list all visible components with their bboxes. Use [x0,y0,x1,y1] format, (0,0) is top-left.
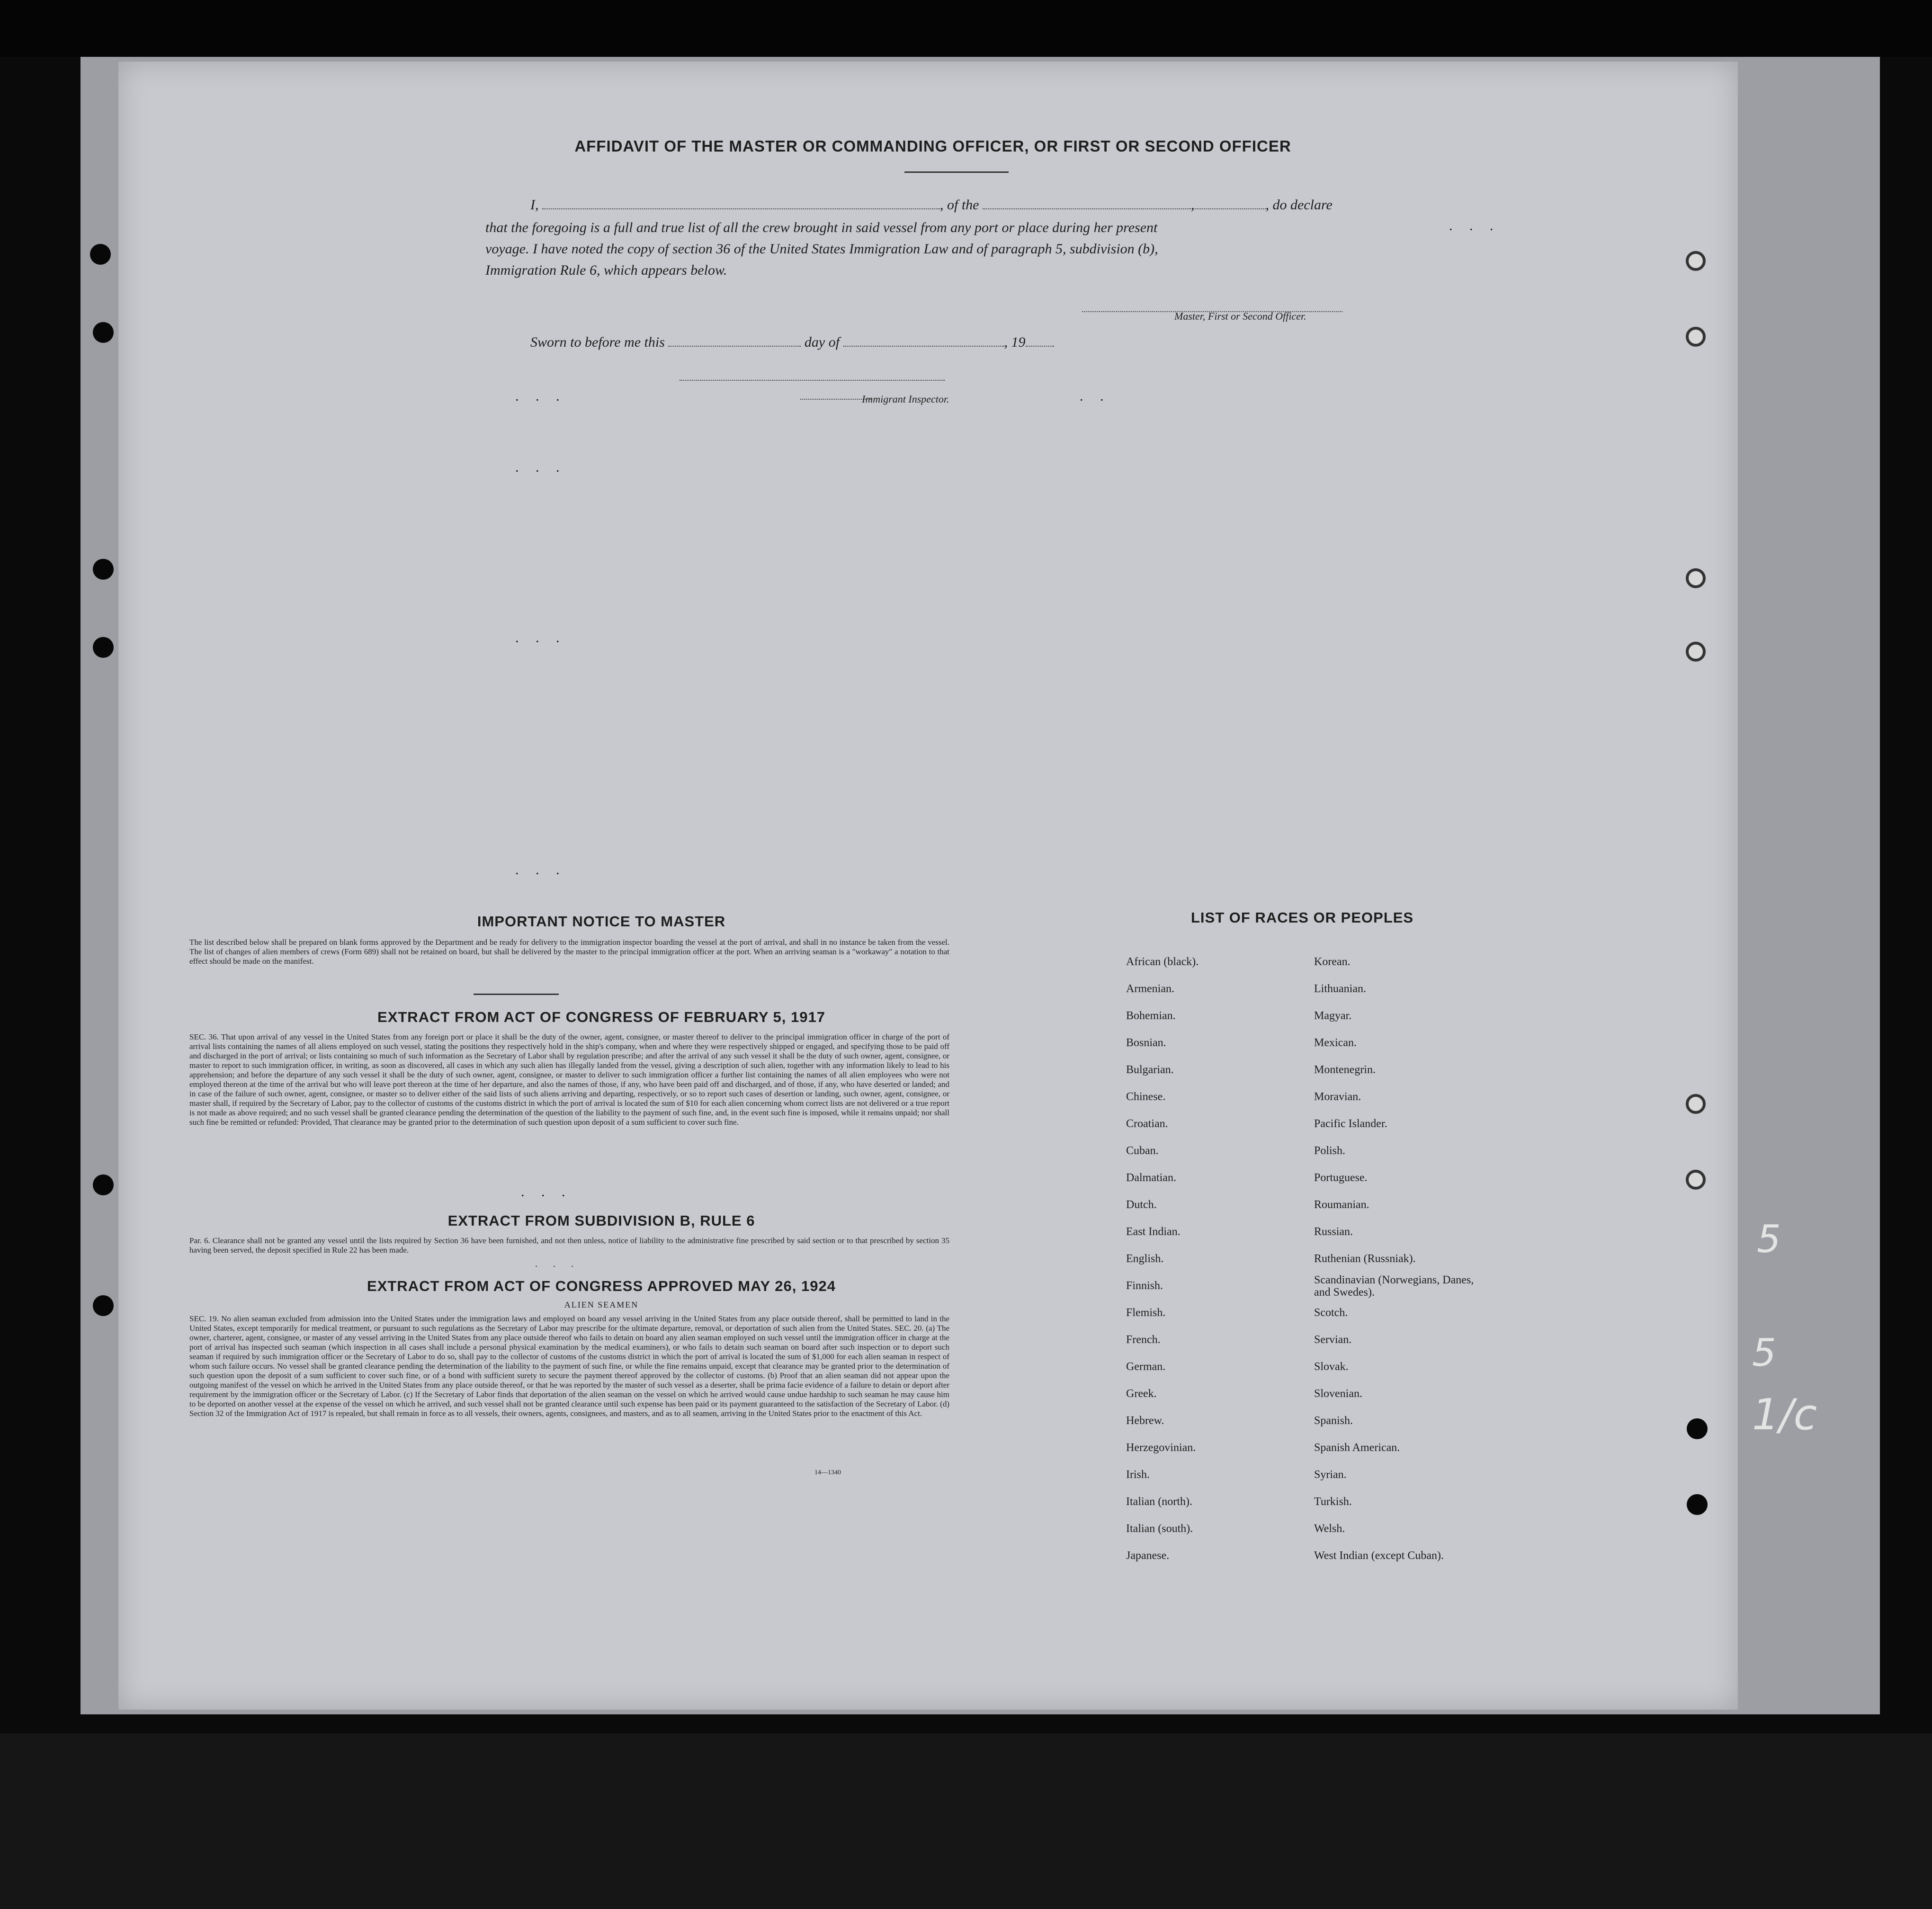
race-item: Ruthenian (Russniak). [1314,1253,1416,1265]
sworn-before-text: Sworn to before me this [530,334,665,350]
master-signature-label: Master, First or Second Officer. [1174,310,1306,322]
punch-hole-icon [1686,327,1706,347]
punch-hole-icon [1686,251,1706,271]
race-item: Russian. [1314,1226,1353,1238]
punch-hole-icon [93,559,114,580]
extract-rule6-text: Par. 6. Clearance shall not be granted any vessel until the lists required by Section 36 have been furnished, and not then unless, notice of liability to the administrative fine prescribed by said section or to that prescribed by section 35 having been served, the deposit specified in Rule 22 has been made. [189,1236,949,1255]
race-item: Armenian. [1126,983,1174,995]
affidavit-title: AFFIDAVIT OF THE MASTER OR COMMANDING OFFICER, OR FIRST OR SECOND OFFICER [574,137,1291,155]
extract-1917-text: SEC. 36. That upon arrival of any vessel in the United States from any foreign port or place it shall be the duty of the owner, agent, consignee, or master thereof to deliver to the principal immigration officer in charge of the port of arrival lists containing the names of all aliens employed on such vessel, stating the positions they respectively hold in the ship's company, when and where they were respectively shipped or engaged, and specifying those to be paid off and discharged in the port of arrival; or lists containing so much of such information as the Secretary of Labor shall by regulation prescribe; and after the arrival of any such vessel it shall be the duty of such owner, agent, consignee, or master to report to such immigration officer, in writing, as soon as discovered, all cases in which any such alien has illegally landed from the vessel, giving a description of such alien, together with any information likely to lead to his apprehension; and before the departure of any such vessel it shall be the duty of such owner, agent, consignee, or master to deliver to such immigration officer a further list containing the names of all alien employees who were not employed thereon at the time of the arrival but who will leave port thereon at the time of her departure, and also the names of those, if any, who have been paid off and discharged, and of those, if any, who have deserted or landed; and in case of the failure of such owner, agent, consignee, or master so to deliver either of the said lists of such aliens arriving and departing, respectively, or so to report such cases of desertion or landing, such owner, agent, consignee, or master shall, if required by the Secretary of Labor, pay to the collector of customs of the customs district in which the port of arrival is located the sum of $10 for each alien concerning whom correct lists are not delivered or a true report is not made as above required; and no such vessel shall be granted clearance pending the determination of the question of the liability to the payment of such fine, and, in the event such fine is imposed, while it remains unpaid; nor shall such fine be remitted or refunded: Provided, That clearance may be granted prior to the determination of such question upon deposit of a sum sufficient to cover such fine. [189,1032,949,1127]
race-item: Croatian. [1126,1118,1168,1130]
form-number: 14—1340 [814,1469,841,1476]
race-item: French. [1126,1334,1161,1346]
ellipsis-mark: . . [1080,388,1110,404]
race-item: Korean. [1314,956,1351,968]
punch-hole-icon [1686,1094,1706,1114]
document-page [118,62,1738,1710]
inspector-signature-field[interactable] [680,369,945,381]
film-border-top [0,0,1932,57]
race-item: Servian. [1314,1334,1352,1346]
punch-hole-icon [1687,1494,1708,1515]
extract-1917-title: EXTRACT FROM ACT OF CONGRESS OF FEBRUARY 5, 1917 [377,1009,825,1025]
section-divider [474,994,559,995]
race-item: German. [1126,1361,1166,1373]
race-item: Bohemian. [1126,1010,1176,1022]
declaration-declare: , do declare [1265,197,1333,213]
race-item: Flemish. [1126,1307,1166,1319]
declaration-of-the: , of the [940,197,979,213]
race-item: Turkish. [1314,1496,1352,1508]
race-item: Herzegovinian. [1126,1442,1196,1454]
punch-hole-icon [93,322,114,343]
race-item: Lithuanian. [1314,983,1366,995]
race-item: Japanese. [1126,1550,1170,1562]
margin-mark-3: 1/c [1752,1390,1817,1440]
race-item: East Indian. [1126,1226,1181,1238]
year-prefix-text: , 19 [1004,334,1026,350]
ellipsis-mark: . . . [515,862,566,878]
notice-title: IMPORTANT NOTICE TO MASTER [477,913,726,930]
race-item: Roumanian. [1314,1199,1369,1211]
punch-hole-icon [93,1174,114,1195]
extract-1924-text: SEC. 19. No alien seaman excluded from admission into the United States under the immigration laws and employed on board any vessel arriving in the United States from any place outside thereof, shall be permitted to land in the United States, except temporarily for medical treatment, or pursuant to such regulations as the Secretary of Labor may prescribe for the ultimate departure, removal, or deportation of such alien from the United States. SEC. 20. (a) The owner, charterer, agent, consignee, or master of any vessel arriving in the United States from any place outside thereof who fails to detain on board any alien seaman employed on such vessel until the immigration officer in charge at the port of arrival has inspected such seaman (which inspection in all cases shall include a personal physical examination by the medical examiners), or who fails to detain such seaman on board after such inspection or to deport such seaman if required by such immigration officer or the Secretary of Labor to do so, shall pay to the collector of customs of the customs district in which the port of arrival is located the sum of $1,000 for each alien seaman in respect of whom such failure occurs. No vessel shall be granted clearance pending the determination of the liability to the payment of such fine, or while the fine remains unpaid, except that clearance may be granted prior to the determination of such question upon the deposit of a sum sufficient to cover such fine, or of a bond with sufficient surety to secure the payment thereof approved by the collector of customs. (b) Proof that an alien seaman did not appear upon the outgoing manifest of the vessel on which he arrived in the United States from any place outside thereof, or that he was reported by the master of such vessel as a deserter, shall be prima facie evidence of a failure to detain or deport after requirement by the immigration officer or the Secretary of Labor. (c) If the Secretary of Labor finds that deportation of the alien seaman on the vessel on which he arrived would cause undue hardship to such seaman he may cause him to be deported on another vessel at the expense of the vessel on which he arrived, and such vessel shall not be granted clearance until such expense has been paid or its payment guaranteed to the satisfaction of the Secretary of Labor. (d) Section 32 of the Immigration Act of 1917 is repealed, but shall remain in force as to all vessels, their owners, agents, consignees, and masters, and as to all seamen, arriving in the United States prior to the enactment of this Act. [189,1314,949,1418]
race-item: Scotch. [1314,1307,1348,1319]
race-item: Moravian. [1314,1091,1361,1103]
vessel-name-field-2[interactable] [1195,198,1266,209]
declaration-line-2: that the foregoing is a full and true list of all the crew brought in said vessel from any port or place during her present [485,220,1158,235]
margin-mark-1: 5 [1757,1217,1781,1261]
punch-hole-icon [93,637,114,658]
film-border-bottom [0,1733,1932,1909]
punch-hole-icon [90,244,111,265]
inspector-signature-field-2[interactable] [800,388,871,400]
race-item: Bosnian. [1126,1037,1166,1049]
title-underline [904,171,1009,173]
ellipsis-mark: . . . [515,630,566,645]
race-item: Syrian. [1314,1469,1347,1481]
declaration-line-3: voyage. I have noted the copy of section 36 of the United States Immigration Law and of paragraph 5, subdivision (b), [485,241,1158,257]
notice-text: The list described below shall be prepared on blank forms approved by the Department and be ready for delivery to the immigration inspector boarding the vessel at the port of arrival, and shall in no instance be taken from the vessel. The list of changes of alien members of crews (Form 689) shall not be retained on board, but shall be delivered by the master to the principal immigration officer at the port. When an arriving seaman is a "workaway" a notation to that effect should be made on the manifest. [189,938,949,966]
declaration-line-1 [530,194,1501,215]
race-item: African (black). [1126,956,1199,968]
sworn-line [530,332,1193,353]
declaration-sep: , [1191,197,1195,213]
race-item: Spanish American. [1314,1442,1400,1454]
margin-mark-2: 5 [1752,1331,1776,1375]
races-title: LIST OF RACES OR PEOPLES [1191,909,1414,926]
declarant-name-field[interactable] [542,198,940,209]
punch-hole-icon [93,1295,114,1316]
race-item: Montenegrin. [1314,1064,1376,1076]
race-item: Finnish. [1126,1280,1163,1292]
ellipsis-mark: . . . [535,1259,580,1269]
punch-hole-icon [1686,568,1706,588]
race-item: Greek. [1126,1388,1157,1400]
race-item: Chinese. [1126,1091,1166,1103]
race-item: Hebrew. [1126,1415,1164,1427]
race-item: Cuban. [1126,1145,1159,1157]
race-item: Bulgarian. [1126,1064,1174,1076]
sworn-year-field[interactable] [1026,335,1054,347]
sworn-day-field[interactable] [668,335,801,347]
race-item: Irish. [1126,1469,1150,1481]
extract-1924-title: EXTRACT FROM ACT OF CONGRESS APPROVED MAY 26, 1924 [367,1278,836,1294]
day-of-text: day of [804,334,840,350]
vessel-name-field[interactable] [983,198,1191,209]
race-item: Mexican. [1314,1037,1357,1049]
race-item: Italian (south). [1126,1523,1193,1535]
race-item: Slovak. [1314,1361,1349,1373]
extract-1924-subtitle: ALIEN SEAMEN [564,1300,639,1309]
inspector-label: Immigrant Inspector. [862,393,949,405]
race-item: Welsh. [1314,1523,1345,1535]
punch-hole-icon [1686,642,1706,662]
ellipsis-mark: . . . [1449,218,1500,233]
declaration-line-4: Immigration Rule 6, which appears below. [485,262,727,278]
race-item: Spanish. [1314,1415,1353,1427]
race-item: Pacific Islander. [1314,1118,1387,1130]
race-item: Dalmatian. [1126,1172,1176,1184]
ellipsis-mark: . . . [515,459,566,475]
punch-hole-icon [1686,1170,1706,1190]
ellipsis-mark: . . . [521,1184,572,1200]
race-item: Portuguese. [1314,1172,1368,1184]
sworn-month-field[interactable] [843,335,1004,347]
race-item: English. [1126,1253,1164,1265]
extract-rule6-title: EXTRACT FROM SUBDIVISION B, RULE 6 [447,1212,755,1229]
ellipsis-mark: . . . [515,388,566,404]
race-item: Polish. [1314,1145,1346,1157]
race-item: Slovenian. [1314,1388,1362,1400]
race-item: Scandinavian (Norwegians, Danes, and Swedes). [1314,1274,1474,1299]
race-item: West Indian (except Cuban). [1314,1550,1444,1562]
punch-hole-icon [1687,1418,1708,1439]
race-item: Magyar. [1314,1010,1352,1022]
race-item: Dutch. [1126,1199,1157,1211]
declaration-i: I, [530,197,539,213]
race-item: Italian (north). [1126,1496,1192,1508]
